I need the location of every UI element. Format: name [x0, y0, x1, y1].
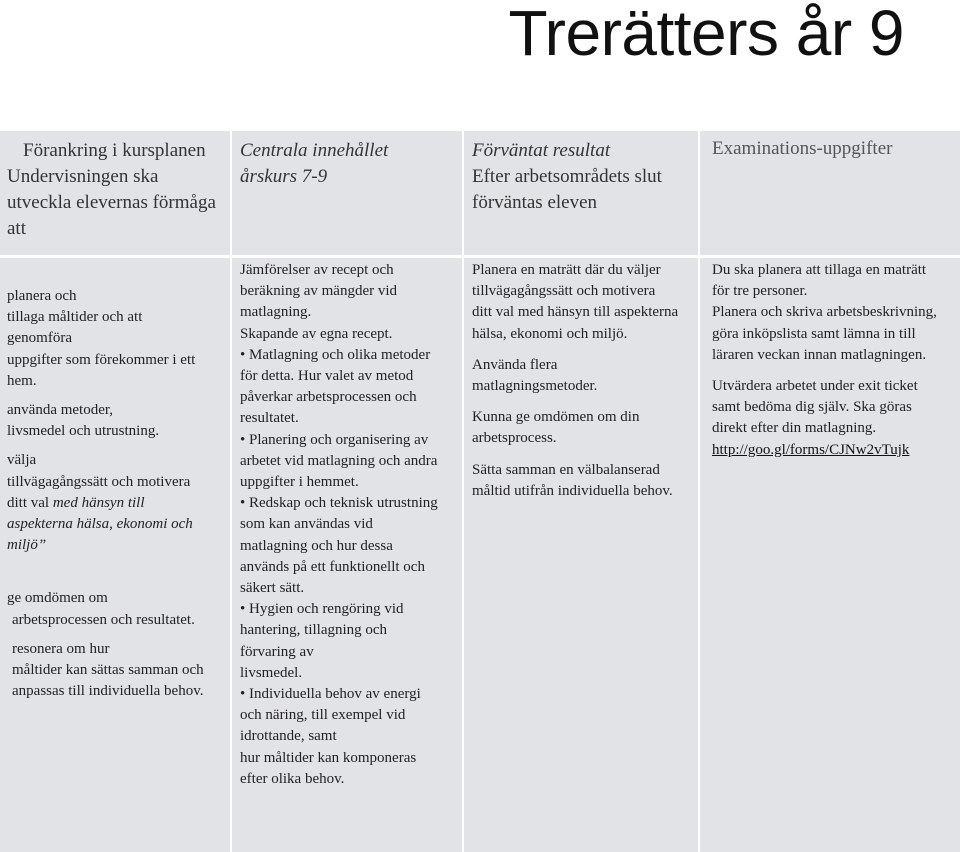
header-central-content: [232, 131, 462, 255]
content-line: uppgifter i hemmet.: [240, 474, 359, 491]
header-line: Förankring i kursplanen: [23, 140, 206, 161]
content-line: säkert sätt.: [240, 580, 305, 597]
curriculum-abilities-cell: [0, 258, 230, 852]
header-line: utveckla elevernas förmåga: [7, 192, 216, 213]
content-line: och näring, till exempel vid: [240, 707, 406, 724]
result-line: hälsa, ekonomi och miljö.: [472, 325, 628, 342]
content-line: för detta. Hur valet av metod: [240, 368, 414, 385]
ability-line: genomföra: [7, 330, 72, 347]
ability-line: livsmedel och utrustning.: [7, 423, 160, 440]
header-line: förväntas eleven: [472, 192, 598, 213]
task-line: Utvärdera arbetet under exit ticket: [712, 378, 918, 395]
content-line: hantering, tillagning och: [240, 622, 388, 639]
ability-line: måltider kan sättas samman och: [12, 662, 204, 679]
ability-line: tillvägagångssätt och motivera: [7, 473, 191, 490]
central-content-cell: [232, 258, 462, 852]
ability-line: ge omdömen om: [7, 590, 108, 607]
task-line: för tre personer.: [712, 283, 808, 300]
expected-result-cell: [464, 258, 698, 852]
task-line: läraren veckan innan matlagningen.: [712, 346, 927, 363]
content-line: • Matlagning och olika metoder: [240, 346, 431, 363]
result-line: matlagningsmetoder.: [472, 378, 598, 395]
content-line: matlagning.: [240, 304, 312, 321]
header-line: Centrala innehållet: [240, 140, 389, 161]
content-line: Jämförelser av recept och: [240, 262, 394, 278]
content-line: beräkning av mängder vid: [240, 283, 398, 300]
task-line: samt bedöma dig själv. Ska göras: [712, 399, 912, 416]
content-line: idrottande, samt: [240, 728, 337, 745]
examination-tasks-cell: [700, 258, 960, 852]
header-examination-tasks: [700, 131, 960, 255]
task-line: direkt efter din matlagning.: [712, 420, 877, 437]
content-line: efter olika behov.: [240, 770, 345, 787]
content-line: • Individuella behov av energi: [240, 686, 421, 703]
task-line: Du ska planera att tillaga en maträtt: [712, 262, 927, 278]
ability-text-italic: med hänsyn till: [49, 494, 145, 511]
ability-line: [7, 493, 226, 514]
ability-line: uppgifter som förekommer i ett: [7, 351, 196, 368]
header-line: Förväntat resultat: [472, 140, 611, 161]
exit-ticket-form-link[interactable]: http://goo.gl/forms/CJNw2vTujk: [712, 441, 910, 458]
header-line: Examinations-uppgifter: [712, 138, 893, 159]
header-line: att: [7, 218, 26, 239]
page-title: Trerätters år 9: [508, 0, 904, 69]
content-line: förvaring av: [240, 643, 314, 660]
result-line: ditt val med hänsyn till aspekterna: [472, 304, 679, 321]
task-line: göra inköpslista samt lämna in till: [712, 325, 916, 342]
ability-line: miljö”: [7, 537, 47, 554]
content-line: påverkar arbetsprocessen och: [240, 389, 417, 406]
result-line: måltid utifrån individuella behov.: [472, 482, 673, 499]
content-line: hur måltider kan komponeras: [240, 749, 417, 766]
ability-line: planera och: [7, 288, 77, 304]
content-line: Skapande av egna recept.: [240, 325, 393, 342]
content-line: • Planering och organisering av: [240, 431, 429, 448]
header-expected-result: [464, 131, 698, 255]
content-line: som kan användas vid: [240, 516, 373, 533]
result-line: tillvägagångssätt och motivera: [472, 283, 656, 300]
header-curriculum-anchor: [0, 131, 230, 255]
ability-line: använda metoder,: [7, 402, 114, 419]
ability-line: tillaga måltider och att: [7, 309, 143, 326]
content-line: • Hygien och rengöring vid: [240, 601, 404, 618]
result-line: Kunna ge omdömen om din: [472, 409, 640, 426]
result-line: arbetsprocess.: [472, 430, 557, 447]
result-line: Planera en maträtt där du väljer: [472, 262, 661, 278]
content-line: livsmedel.: [240, 664, 303, 681]
result-line: Sätta samman en välbalanserad: [472, 461, 660, 478]
ability-line: välja: [7, 452, 37, 469]
ability-text: ditt val: [7, 494, 50, 511]
ability-line: arbetsprocessen och resultatet.: [12, 611, 195, 628]
result-line: Använda flera: [472, 356, 558, 373]
ability-line: aspekterna hälsa, ekonomi och: [7, 516, 193, 533]
curriculum-table: [0, 131, 960, 849]
content-line: arbetet vid matlagning och andra: [240, 452, 438, 469]
header-line: årskurs 7-9: [240, 166, 328, 187]
task-line: Planera och skriva arbetsbeskrivning,: [712, 304, 937, 321]
content-line: matlagning och hur dessa: [240, 537, 393, 554]
header-line: Efter arbetsområdets slut: [472, 166, 662, 187]
content-line: resultatet.: [240, 410, 299, 427]
ability-line: anpassas till individuella behov.: [12, 683, 204, 700]
content-line: används på ett funktionellt och: [240, 558, 425, 575]
header-line: Undervisningen ska: [7, 166, 159, 187]
ability-line: resonera om hur: [12, 640, 110, 657]
content-line: • Redskap och teknisk utrustning: [240, 495, 438, 512]
ability-line: hem.: [7, 372, 37, 389]
